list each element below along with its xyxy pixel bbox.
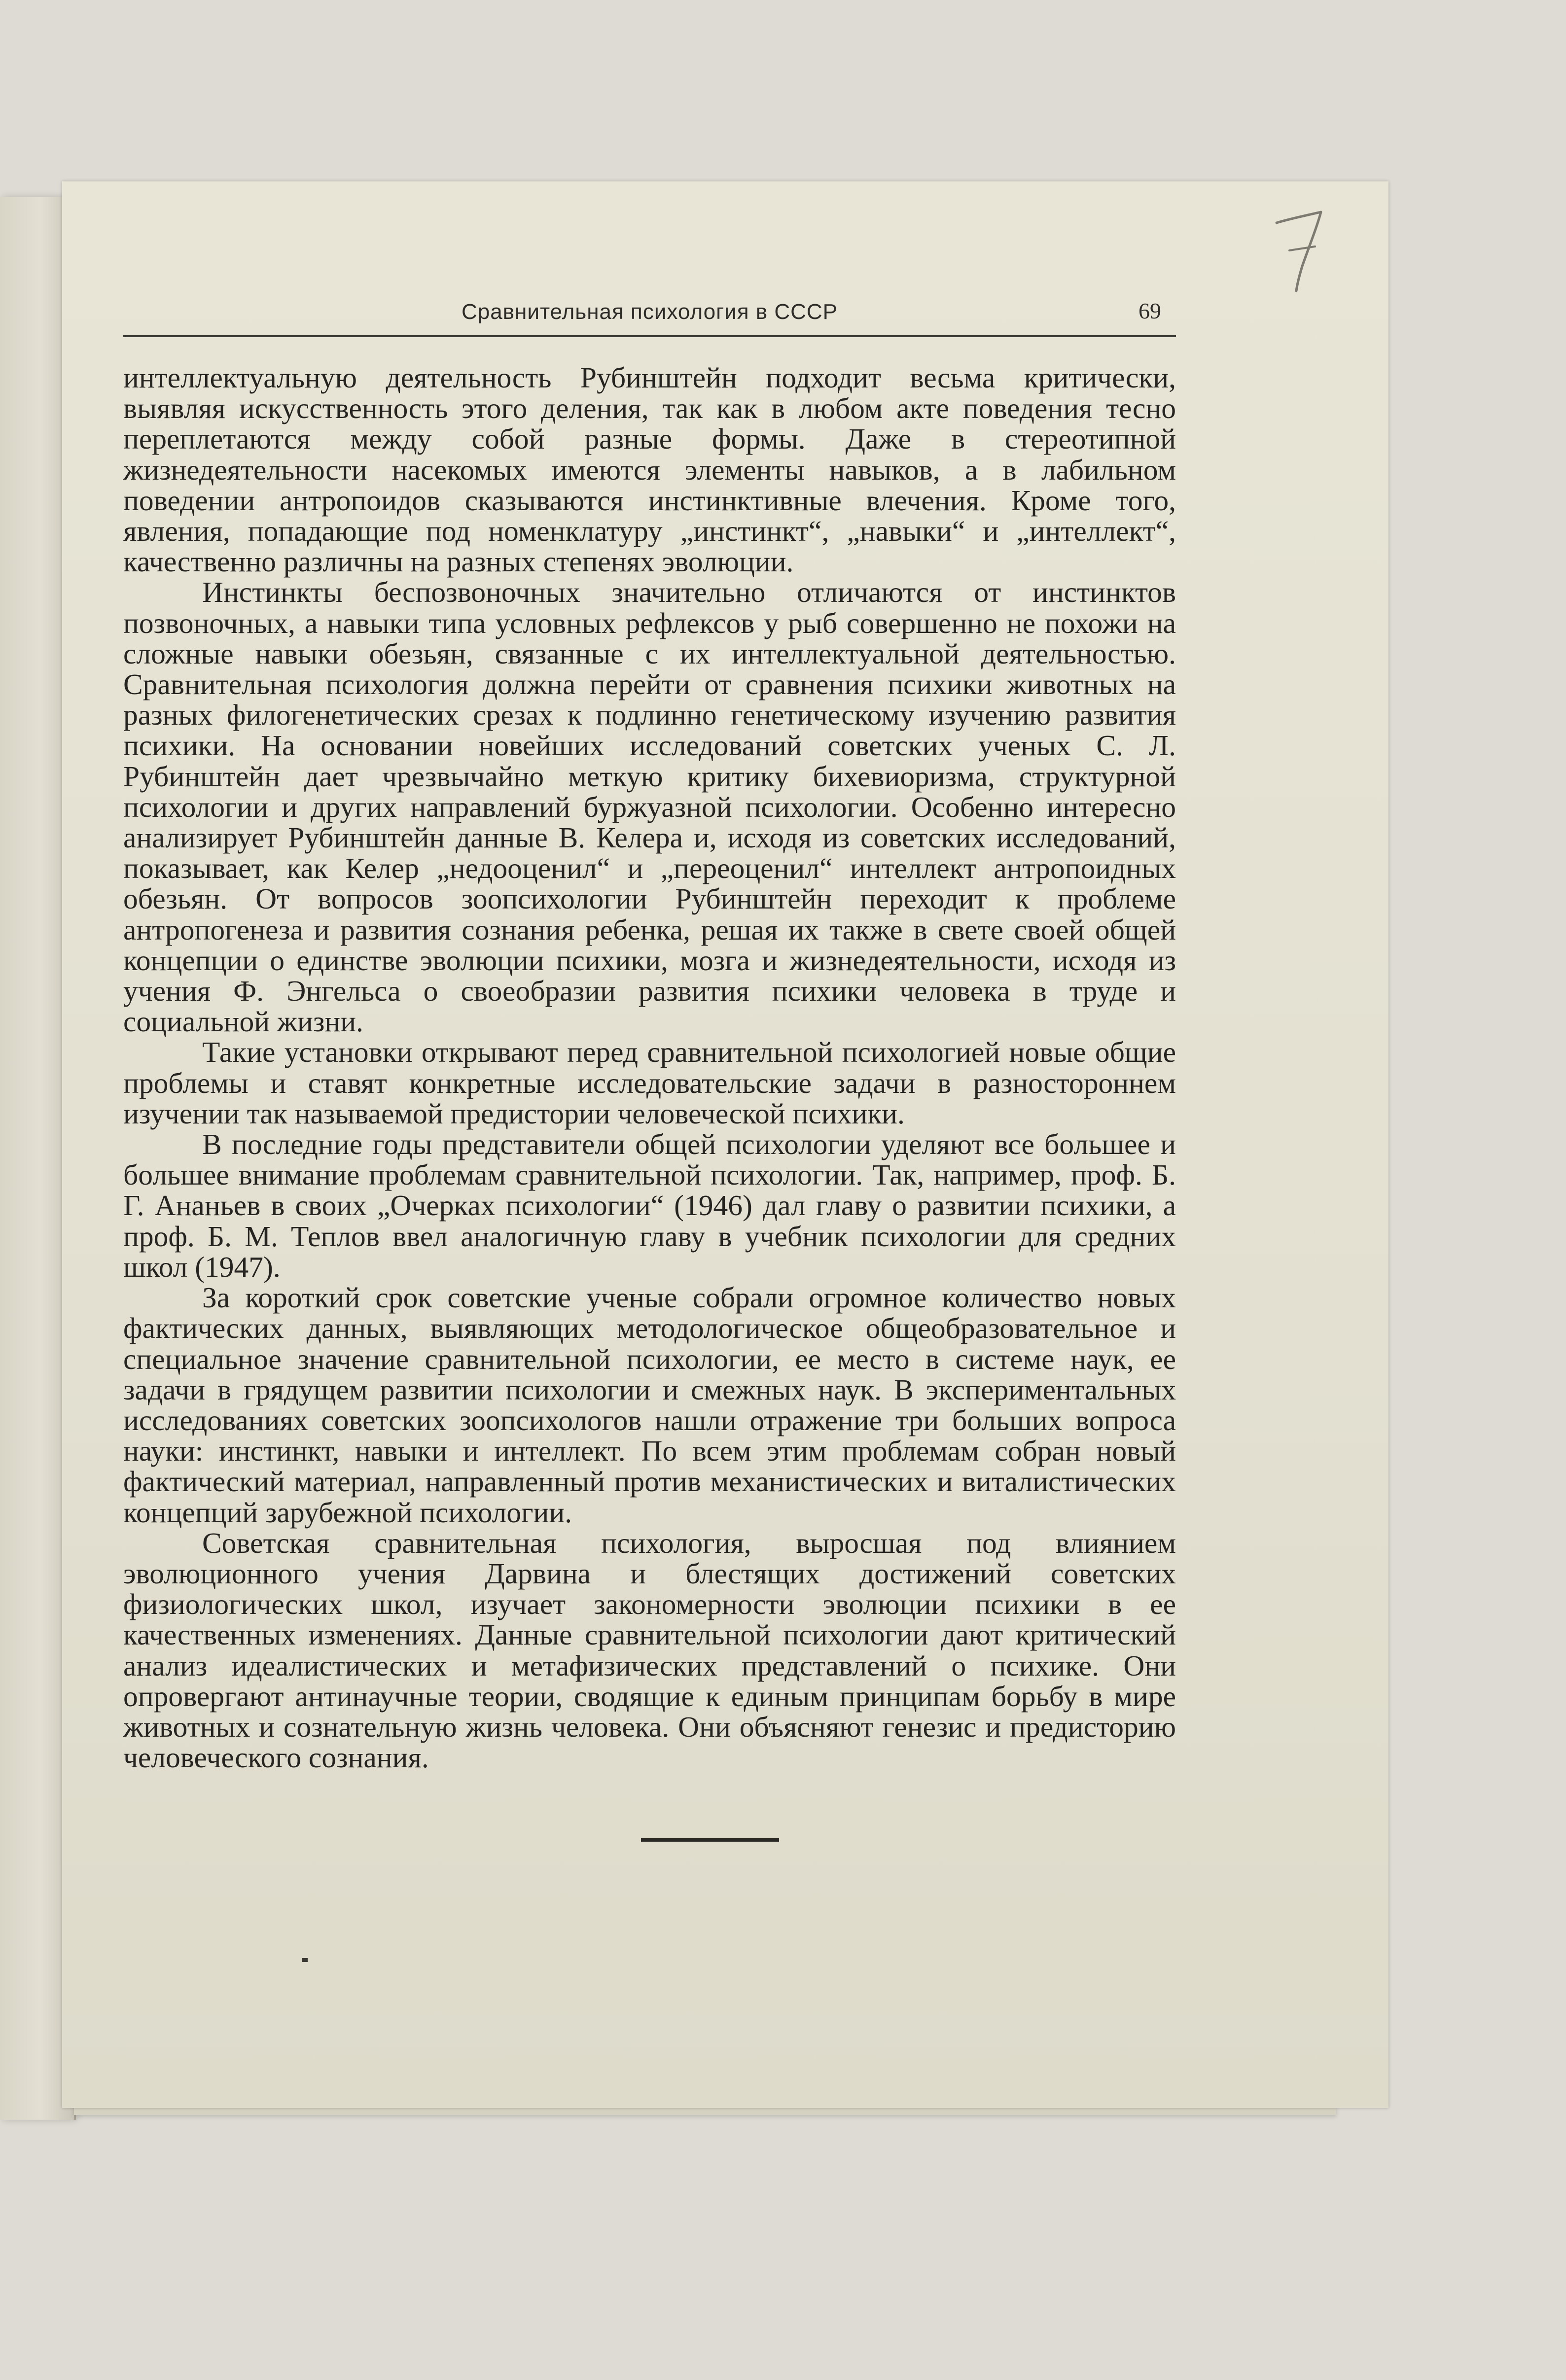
paragraph: За короткий срок советские ученые собрали огромное количество новых фактических данных, выявляющих методологическое общеобразовательное и специальное значение сравнительной психологии, ее место в системе наук, ее задачи в грядущем развитии психологии и смежных наук. В экспериментальных исследованиях советских зоопсихологов нашли отражение три больших вопроса науки: инстинкт, навыки и интеллект. По всем этим проблемам собран новый фактический материал, направленный против механистических и виталистических концепций зарубежной психологии. bbox=[123, 1281, 1176, 1529]
end-rule bbox=[641, 1838, 779, 1842]
handwritten-seven bbox=[1270, 197, 1329, 296]
paragraph: Такие установки открывают перед сравнительной психологией новые общие проблемы и ставят конкретные исследовательские задачи в разностороннем изучении так называемой предистории человеческой психики. bbox=[123, 1036, 1176, 1130]
ink-speck bbox=[302, 1958, 308, 1962]
body-text bbox=[123, 362, 1176, 1773]
page-number: 69 bbox=[1139, 298, 1161, 323]
handwritten-folio-number bbox=[1270, 197, 1329, 296]
page-header bbox=[123, 296, 1176, 337]
paragraph: Инстинкты беспозвоночных значительно отличаются от инстинктов позвоночных, а навыки типа условных рефлексов у рыб совершенно не похожи на сложные навыки обезьян, связанные с их интеллектуальной деятельностью. Сравнительная психология должна перейти от сравнения психики животных на разных филогенетических срезах к подлинно генетическому изучению развития психики. На основании новейших исследований советских ученых С. Л. Рубинштейн дает чрезвычайно меткую критику бихевиоризма, структурной психологии и других направлений буржуазной психологии. Особенно интересно анализирует Рубинштейн данные В. Келера и, исходя из советских исследований, показывает, как Келер „недооценил“ и „переоценил“ интеллект антропоидных обезьян. От вопросов зоопсихологии Рубинштейн переходит к проблеме антропогенеза и развития сознания ребенка, решая их также в свете своей общей концепции о единстве эволюции психики, мозга и жизнедеятельности, исходя из учения Ф. Энгельса о своеобразии развития психики человека в труде и социальной жизни. bbox=[123, 576, 1176, 1038]
paragraph: В последние годы представители общей психологии уделяют все большее и большее внимание проблемам сравнительной психологии. Так, например, проф. Б. Г. Ананьев в своих „Очерках психологии“ (1946) дал главу о развитии психики, а проф. Б. М. Теплов ввел аналогичную главу в учебник психологии для средних школ (1947). bbox=[123, 1128, 1176, 1283]
paragraph: Советская сравнительная психология, выросшая под влиянием эволюционного учения Дарвина и блестящих достижений советских физиологических школ, изучает закономерности эволюции психики в ее качественных изменениях. Данные сравнительной психологии дают критический анализ идеалистических и метафизических представлений о психике. Они опровергают антинаучные теории, сводящие к единым принципам борьбу в мире животных и сознательную жизнь человека. Они объясняют генезис и предисторию человеческого сознания. bbox=[123, 1526, 1176, 1774]
running-head: Сравнительная психология в СССР bbox=[461, 300, 838, 324]
paragraph: интеллектуальную деятельность Рубинштейн подходит весьма критически, выявляя искусственность этого деления, так как в любом акте поведения тесно переплетаются между собой разные формы. Даже в стереотипной жизнедеятельности насекомых имеются элементы навыков, а в лабильном поведении антропоидов сказываются инстинктивные влечения. Кроме того, явления, попадающие под номенклатуру „инстинкт“, „навыки“ и „интеллект“, качественно различны на разных степенях эволюции. bbox=[123, 361, 1176, 578]
